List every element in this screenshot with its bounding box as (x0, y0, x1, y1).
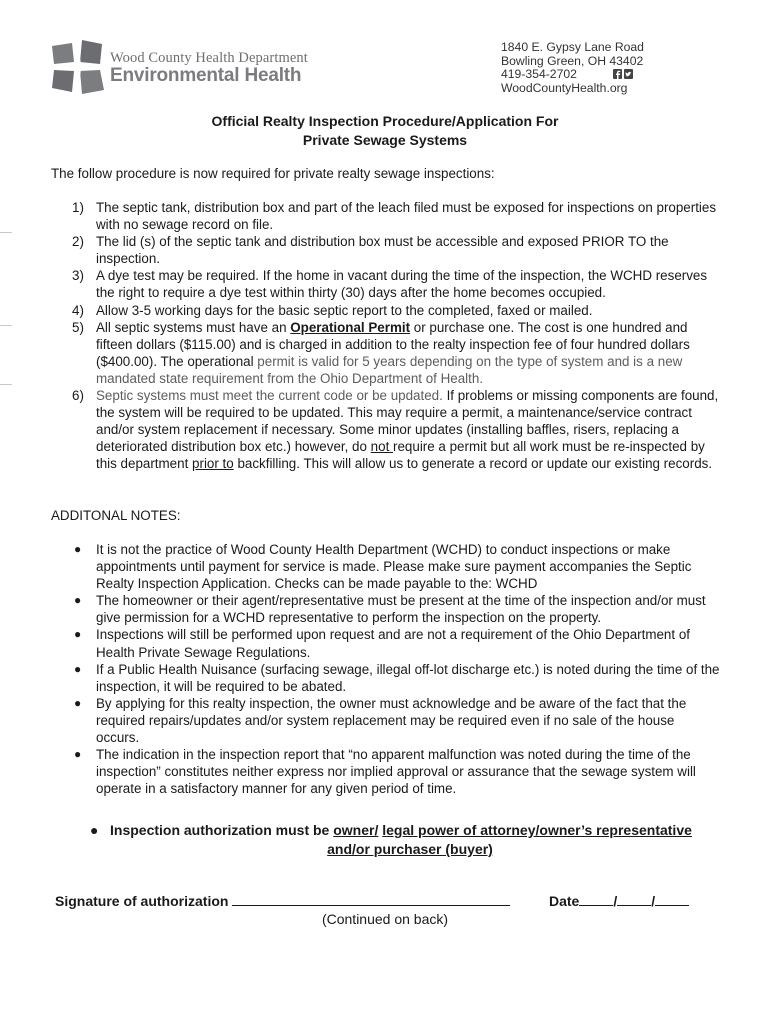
note-text: The homeowner or their agent/representative must be present at the time of the inspection and/or must give permission for a WCHD representative to perform the inspection on the property. (96, 593, 706, 626)
signature-field[interactable] (232, 892, 510, 906)
notes-list (51, 541, 721, 797)
title-line-2: Private Sewage Systems (302, 132, 468, 148)
authorization-statement (90, 821, 730, 859)
page-edge-mark (0, 325, 12, 326)
additional-notes-heading: ADDITONAL NOTES: (51, 508, 181, 523)
bullet-icon: ● (74, 542, 82, 556)
step-text-part: require a permit but all work must be re-inspected by this department (96, 439, 705, 472)
date-row (549, 892, 689, 909)
step-text: Allow 3-5 working days for the basic septic report to the completed, faxed or mailed. (96, 302, 593, 318)
list-item (51, 695, 721, 746)
phone-row (501, 68, 644, 82)
page-edge-mark (0, 384, 12, 385)
bullet-icon: ● (74, 661, 82, 676)
list-item (51, 302, 721, 319)
authorization-line-2 (90, 840, 730, 859)
note-text: If a Public Health Nuisance (surfacing sewage, illegal off-lot discharge etc.) is noted during the time of the inspection, it will be required to be abated. (96, 661, 720, 694)
facebook-twitter-icon[interactable] (613, 69, 633, 79)
step-text: The lid (s) of the septic tank and distribution box must be accessible and exposed PRIOR TO the inspection. (96, 234, 669, 267)
step-number: 1) (72, 200, 84, 215)
list-item (51, 199, 721, 233)
bullet-icon: ● (74, 627, 82, 642)
step-text-gray: Septic systems must meet the current code or be updated. (96, 388, 443, 404)
step-text-part: backfilling. This will allow us to generate a record or update our existing records. (233, 456, 713, 472)
underlined-prior-to: prior to (192, 456, 234, 472)
list-item (51, 541, 721, 592)
operational-permit-link[interactable]: Operational Permit (290, 319, 411, 335)
date-year-field[interactable] (655, 892, 689, 906)
page-edge-mark (0, 232, 12, 233)
wchd-logo (52, 40, 104, 94)
step-text (96, 388, 718, 471)
phone-number: 419-354-2702 (501, 67, 577, 82)
date-separator: / (651, 893, 656, 909)
date-separator: / (613, 893, 618, 909)
signature-row (55, 892, 510, 909)
bullet-icon: ● (74, 747, 82, 762)
step-number: 3) (72, 268, 84, 284)
step-text-part: or purchase one. The cost is one hundred and fifteen dollars ($115.00) and is charged in addition to the realty inspection fee of four hundred dollars ($400.00). The operational (96, 319, 690, 369)
procedure-list (51, 199, 721, 473)
signature-label: Signature of authorization (55, 893, 229, 909)
note-text: It is not the practice of Wood County Health Department (WCHD) to conduct inspections or make appointments until payment for service is made. Please make sure payment accompanies the Septic Realty Inspection Application. Checks can be made payable to the: WCHD (96, 542, 692, 592)
step-text-part: If problems or missing components are found, the system will be required to be updated. This may require a permit, a maintenance/service contract and/or system replacement if necessary. Some minor updates (installing baffles, risers, replacing a deteriorated distribution box etc.) however, do (96, 388, 719, 455)
note-text: Inspections will still be performed upon request and are not a requirement of the Ohio Department of Health Private Sewage Regulations. (96, 627, 690, 660)
step-text: The septic tank, distribution box and part of the leach filed must be exposed for inspections on properties with no sewage record on file. (96, 200, 717, 233)
document-title (0, 112, 770, 150)
address-line-city: Bowling Green, OH 43402 (501, 53, 644, 68)
intro-text: The follow procedure is now required for private realty sewage inspections: (51, 166, 495, 181)
date-day-field[interactable] (617, 892, 651, 906)
address-line-street: 1840 E. Gypsy Lane Road (501, 40, 644, 54)
step-number: 4) (72, 302, 84, 318)
date-month-field[interactable] (579, 892, 613, 906)
underlined-not: not (370, 439, 394, 455)
authorization-purchaser: and/or purchaser (buyer) (327, 841, 493, 857)
continued-note: (Continued on back) (321, 911, 449, 927)
list-item (51, 592, 721, 626)
note-text: By applying for this realty inspection, the owner must acknowledge and be aware of the fact that the required repairs/updates and/or system replacement may be required even if no sale of the house occurs. (96, 695, 687, 746)
department-division: Environmental Health (110, 65, 302, 86)
step-text (96, 320, 690, 386)
list-item (51, 626, 721, 660)
list-item (51, 233, 721, 267)
step-number: 2) (72, 234, 84, 250)
list-item (51, 387, 721, 472)
list-item (51, 661, 721, 695)
authorization-lead: Inspection authorization must be (110, 822, 334, 838)
step-number: 6) (72, 388, 84, 404)
note-text: The indication in the inspection report that “no apparent malfunction was noted during the time of the inspection” constitutes neither express nor implied approval or assurance that the sewage system will operate in a satisfactory manner for any given period of time. (96, 747, 696, 797)
step-text-part: All septic systems must have an (96, 319, 291, 335)
step-text-gray: permit is valid for 5 years depending on the type of system and is a new mandated state requirement from the Ohio Department of Health. (96, 353, 683, 386)
bullet-icon: ● (74, 695, 82, 710)
title-line-1: Official Realty Inspection Procedure/Application For (211, 113, 559, 129)
date-label: Date (549, 893, 580, 909)
contact-address (501, 41, 644, 96)
bullet-icon: ● (90, 822, 99, 838)
authorization-owner: owner/ (333, 822, 379, 838)
list-item (51, 319, 721, 387)
list-item (51, 746, 721, 797)
step-number: 5) (72, 319, 84, 335)
department-name: Wood County Health Department (110, 50, 308, 66)
list-item (51, 267, 721, 301)
bullet-icon: ● (74, 593, 82, 608)
authorization-line-1 (90, 821, 730, 840)
website-link[interactable]: WoodCountyHealth.org (501, 81, 628, 96)
authorization-representative: legal power of attorney/owner’s representative (382, 822, 692, 838)
step-text: A dye test may be required. If the home in vacant during the time of the inspection, the WCHD reserves the right to require a dye test within thirty (30) days after the home becomes occupied. (96, 268, 708, 301)
